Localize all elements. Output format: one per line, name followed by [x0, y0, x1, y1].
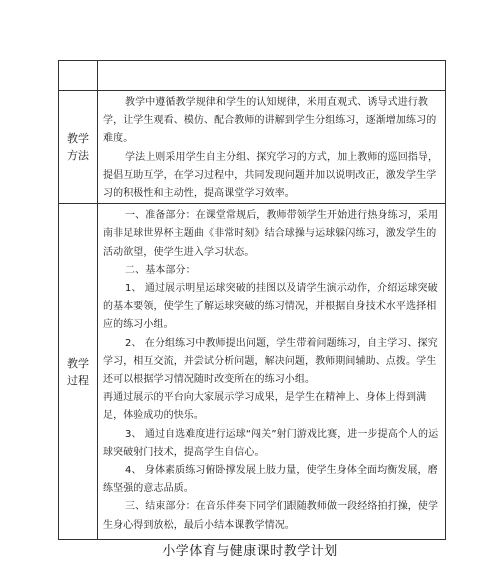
- table-header-row: [59, 61, 446, 91]
- teaching-method-label-text: 教学 方法: [67, 132, 89, 163]
- method-paragraph-1: 教学中遵循教学规律和学生的认知规律，米用直观式、诱导式进行教学，让学生观看、模仿、配合教师的讲解到学生分组练习，逐渐增加练习的难度。: [103, 97, 437, 145]
- teaching-process-label-text: 教学 过程: [67, 356, 89, 387]
- teaching-method-content: [98, 91, 446, 204]
- process-paragraph-basic-heading: 二、基本部分：: [125, 264, 196, 276]
- teaching-process-row: [59, 204, 446, 540]
- process-paragraph-showcase: 再通过展示的平台向大家展示学习成果，是学生在精神上、身体上得到满足，体验成功的快乐。: [103, 392, 427, 422]
- process-paragraph-step-1: 1、 通过展示明星运球突破的挂图以及请学生演示动作，介绍运球突破的基本要领，使学生了解运球突破的练习情况，并根据自身技术水平选择相应的练习小组。: [103, 283, 438, 331]
- process-paragraph-step-4: 4、 身体素质练习俯卧撑发展上肢力量，使学生身体全面均衡发展，磨练坚强的意志品质。: [103, 465, 438, 495]
- lesson-plan-table: [58, 60, 446, 540]
- empty-label-cell: [59, 61, 98, 91]
- process-paragraph-step-2: 2、 在分组练习中教师提出问题，学生带着问题练习，自主学习、探究学习，相互交流，并尝试分析问题，解决问题，教师期间辅助、点拨。学生还可以根据学习情况随时改变所在的练习小组。: [103, 337, 438, 386]
- teaching-process-content: [98, 204, 446, 540]
- empty-content-cell: [98, 61, 446, 91]
- process-paragraph-prep: 一、准备部分：在课堂常规后，教师带领学生开始进行热身练习，采用南非足球世界杯主题曲《非常时刻》结合球操与运球躲闪练习，激发学生的活动欲望，使学生进入学习状态。: [103, 210, 439, 258]
- process-paragraph-closing: 三、结束部分：在音乐伴奏下同学们跟随教师做一段经络拍打操，使学生身心得到放松，最后小结本课教学情况。: [103, 501, 439, 531]
- teaching-process-label: [59, 204, 98, 540]
- page-footer-title: 小学体育与健康课时教学计划: [162, 544, 338, 559]
- teaching-method-row: [59, 91, 446, 204]
- method-paragraph-2: 学法上则采用学生自主分组、探究学习的方式，加上教师的巡回指导，提倡互助互学，在学习过程中，共同发现问题并加以说明改正，激发学生学习的积极性和主动性，提高课堂学习效率。: [103, 151, 439, 200]
- process-paragraph-step-3: 3、 通过自选难度进行运球“闯关”射门游戏比赛，进一步提高个人的运球突破射门技术，提高学生自信心。: [103, 428, 439, 458]
- teaching-method-label: [59, 91, 98, 204]
